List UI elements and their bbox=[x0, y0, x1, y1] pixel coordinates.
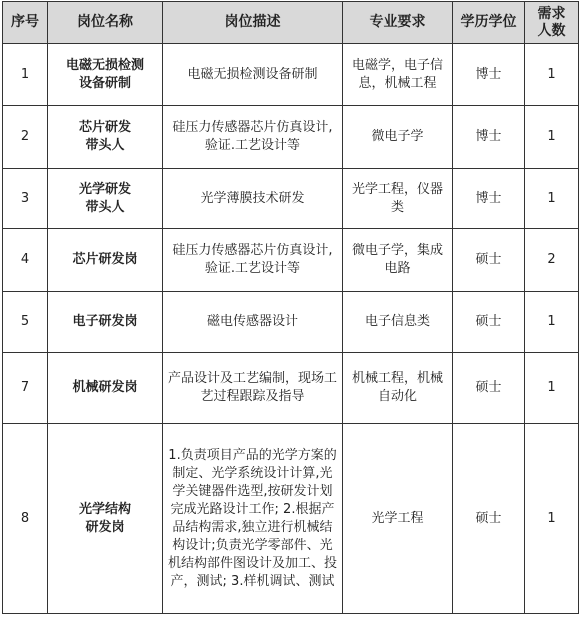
header-education-degree: 学历学位 bbox=[453, 2, 525, 44]
row-seq: 4 bbox=[3, 229, 48, 292]
row-count: 2 bbox=[525, 229, 579, 292]
table-row bbox=[3, 292, 579, 353]
row-count: 1 bbox=[525, 169, 579, 229]
row-education: 博士 bbox=[453, 44, 525, 106]
row-description: 硅压力传感器芯片仿真设计,验证.工艺设计等 bbox=[163, 106, 343, 169]
row-position-name: 电磁无损检测 设备研制 bbox=[48, 44, 163, 106]
header-position-description: 岗位描述 bbox=[163, 2, 343, 44]
row-count: 1 bbox=[525, 353, 579, 424]
table-header-row bbox=[3, 2, 579, 44]
row-description: 光学薄膜技术研发 bbox=[163, 169, 343, 229]
row-description: 硅压力传感器芯片仿真设计,验证.工艺设计等 bbox=[163, 229, 343, 292]
row-major: 机械工程，机械自动化 bbox=[343, 353, 453, 424]
row-position-name: 光学结构 研发岗 bbox=[48, 424, 163, 614]
row-major: 微电子学，集成电路 bbox=[343, 229, 453, 292]
table-row bbox=[3, 106, 579, 169]
row-seq: 3 bbox=[3, 169, 48, 229]
row-major: 电子信息类 bbox=[343, 292, 453, 353]
header-demand-count: 需求 人数 bbox=[525, 2, 579, 44]
row-seq: 2 bbox=[3, 106, 48, 169]
row-education: 博士 bbox=[453, 106, 525, 169]
row-description: 磁电传感器设计 bbox=[163, 292, 343, 353]
row-description: 产品设计及工艺编制，现场工艺过程跟踪及指导 bbox=[163, 353, 343, 424]
header-seq: 序号 bbox=[3, 2, 48, 44]
table-row bbox=[3, 229, 579, 292]
row-description: 电磁无损检测设备研制 bbox=[163, 44, 343, 106]
row-education: 硕士 bbox=[453, 424, 525, 614]
table-row bbox=[3, 424, 579, 614]
row-count: 1 bbox=[525, 44, 579, 106]
row-major: 光学工程 bbox=[343, 424, 453, 614]
row-major: 光学工程，仪器类 bbox=[343, 169, 453, 229]
row-count: 1 bbox=[525, 424, 579, 614]
row-description: 1.负责项目产品的光学方案的制定、光学系统设计计算,光学关键器件选型,按研发计划完成光路设计工作; 2.根据产品结构需求,独立进行机械结构设计;负责光学零部件、光机结构部件图设计及加工、投产，测试; 3.样机调试、测试 bbox=[163, 424, 343, 614]
header-major-requirement: 专业要求 bbox=[343, 2, 453, 44]
table-row bbox=[3, 169, 579, 229]
row-position-name: 芯片研发 带头人 bbox=[48, 106, 163, 169]
row-education: 博士 bbox=[453, 169, 525, 229]
row-position-name: 电子研发岗 bbox=[48, 292, 163, 353]
header-position-name: 岗位名称 bbox=[48, 2, 163, 44]
row-position-name: 芯片研发岗 bbox=[48, 229, 163, 292]
table-row bbox=[3, 353, 579, 424]
row-position-name: 机械研发岗 bbox=[48, 353, 163, 424]
row-count: 1 bbox=[525, 292, 579, 353]
row-count: 1 bbox=[525, 106, 579, 169]
row-seq: 5 bbox=[3, 292, 48, 353]
table-row bbox=[3, 44, 579, 106]
row-major: 微电子学 bbox=[343, 106, 453, 169]
row-education: 硕士 bbox=[453, 292, 525, 353]
row-major: 电磁学，电子信息，机械工程 bbox=[343, 44, 453, 106]
row-seq: 8 bbox=[3, 424, 48, 614]
row-education: 硕士 bbox=[453, 353, 525, 424]
row-position-name: 光学研发 带头人 bbox=[48, 169, 163, 229]
row-seq: 1 bbox=[3, 44, 48, 106]
row-seq: 7 bbox=[3, 353, 48, 424]
job-positions-table bbox=[2, 1, 579, 614]
row-education: 硕士 bbox=[453, 229, 525, 292]
